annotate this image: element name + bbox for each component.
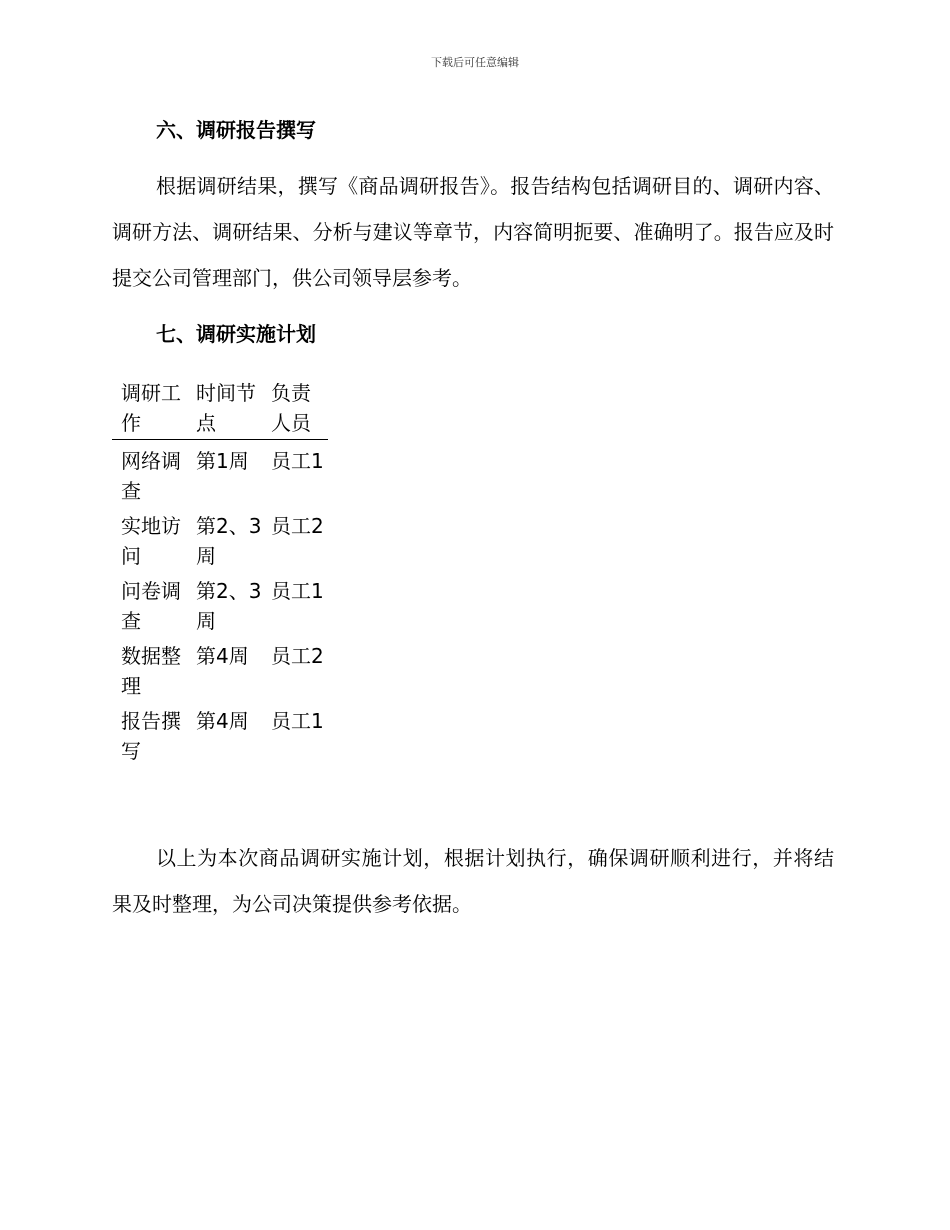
cell-time: 第4周	[196, 644, 249, 668]
cell-person: 员工2	[271, 514, 324, 538]
cell-person: 员工1	[271, 449, 324, 473]
cell-work: 实地访问	[121, 514, 181, 568]
section-7-closing-paragraph: 以上为本次商品调研实施计划，根据计划执行，确保调研顺利进行，并将结果及时整理，为公司决策提供参考依据。	[112, 846, 834, 916]
cell-time: 第4周	[196, 709, 249, 733]
table-row	[112, 576, 328, 641]
table-row	[112, 440, 328, 512]
page-header-note: 下载后可任意编辑	[431, 56, 519, 69]
cell-time: 第1周	[196, 449, 249, 473]
cell-work: 问卷调查	[121, 579, 181, 633]
table-row	[112, 706, 328, 771]
table-row	[112, 641, 328, 706]
cell-time: 第2、3周	[196, 514, 262, 568]
cell-time: 第2、3周	[196, 579, 262, 633]
cell-person: 员工1	[271, 579, 324, 603]
section-6-heading: 六、调研报告撰写	[156, 118, 316, 142]
section-7-heading: 七、调研实施计划	[156, 322, 316, 346]
cell-work: 网络调查	[121, 449, 181, 503]
cell-work: 数据整理	[121, 644, 181, 698]
implementation-plan-table	[112, 378, 328, 771]
table-header-row	[112, 378, 328, 440]
column-header-person: 负责人员	[262, 378, 328, 440]
column-header-work: 调研工作	[112, 378, 187, 440]
column-header-time: 时间节点	[187, 378, 262, 440]
cell-person: 员工2	[271, 644, 324, 668]
cell-work: 报告撰写	[121, 709, 181, 763]
table-row	[112, 511, 328, 576]
section-6-paragraph: 根据调研结果，撰写《商品调研报告》。报告结构包括调研目的、调研内容、调研方法、调研结果、分析与建议等章节，内容简明扼要、准确明了。报告应及时提交公司管理部门，供公司领导层参考。	[112, 174, 834, 290]
cell-person: 员工1	[271, 709, 324, 733]
